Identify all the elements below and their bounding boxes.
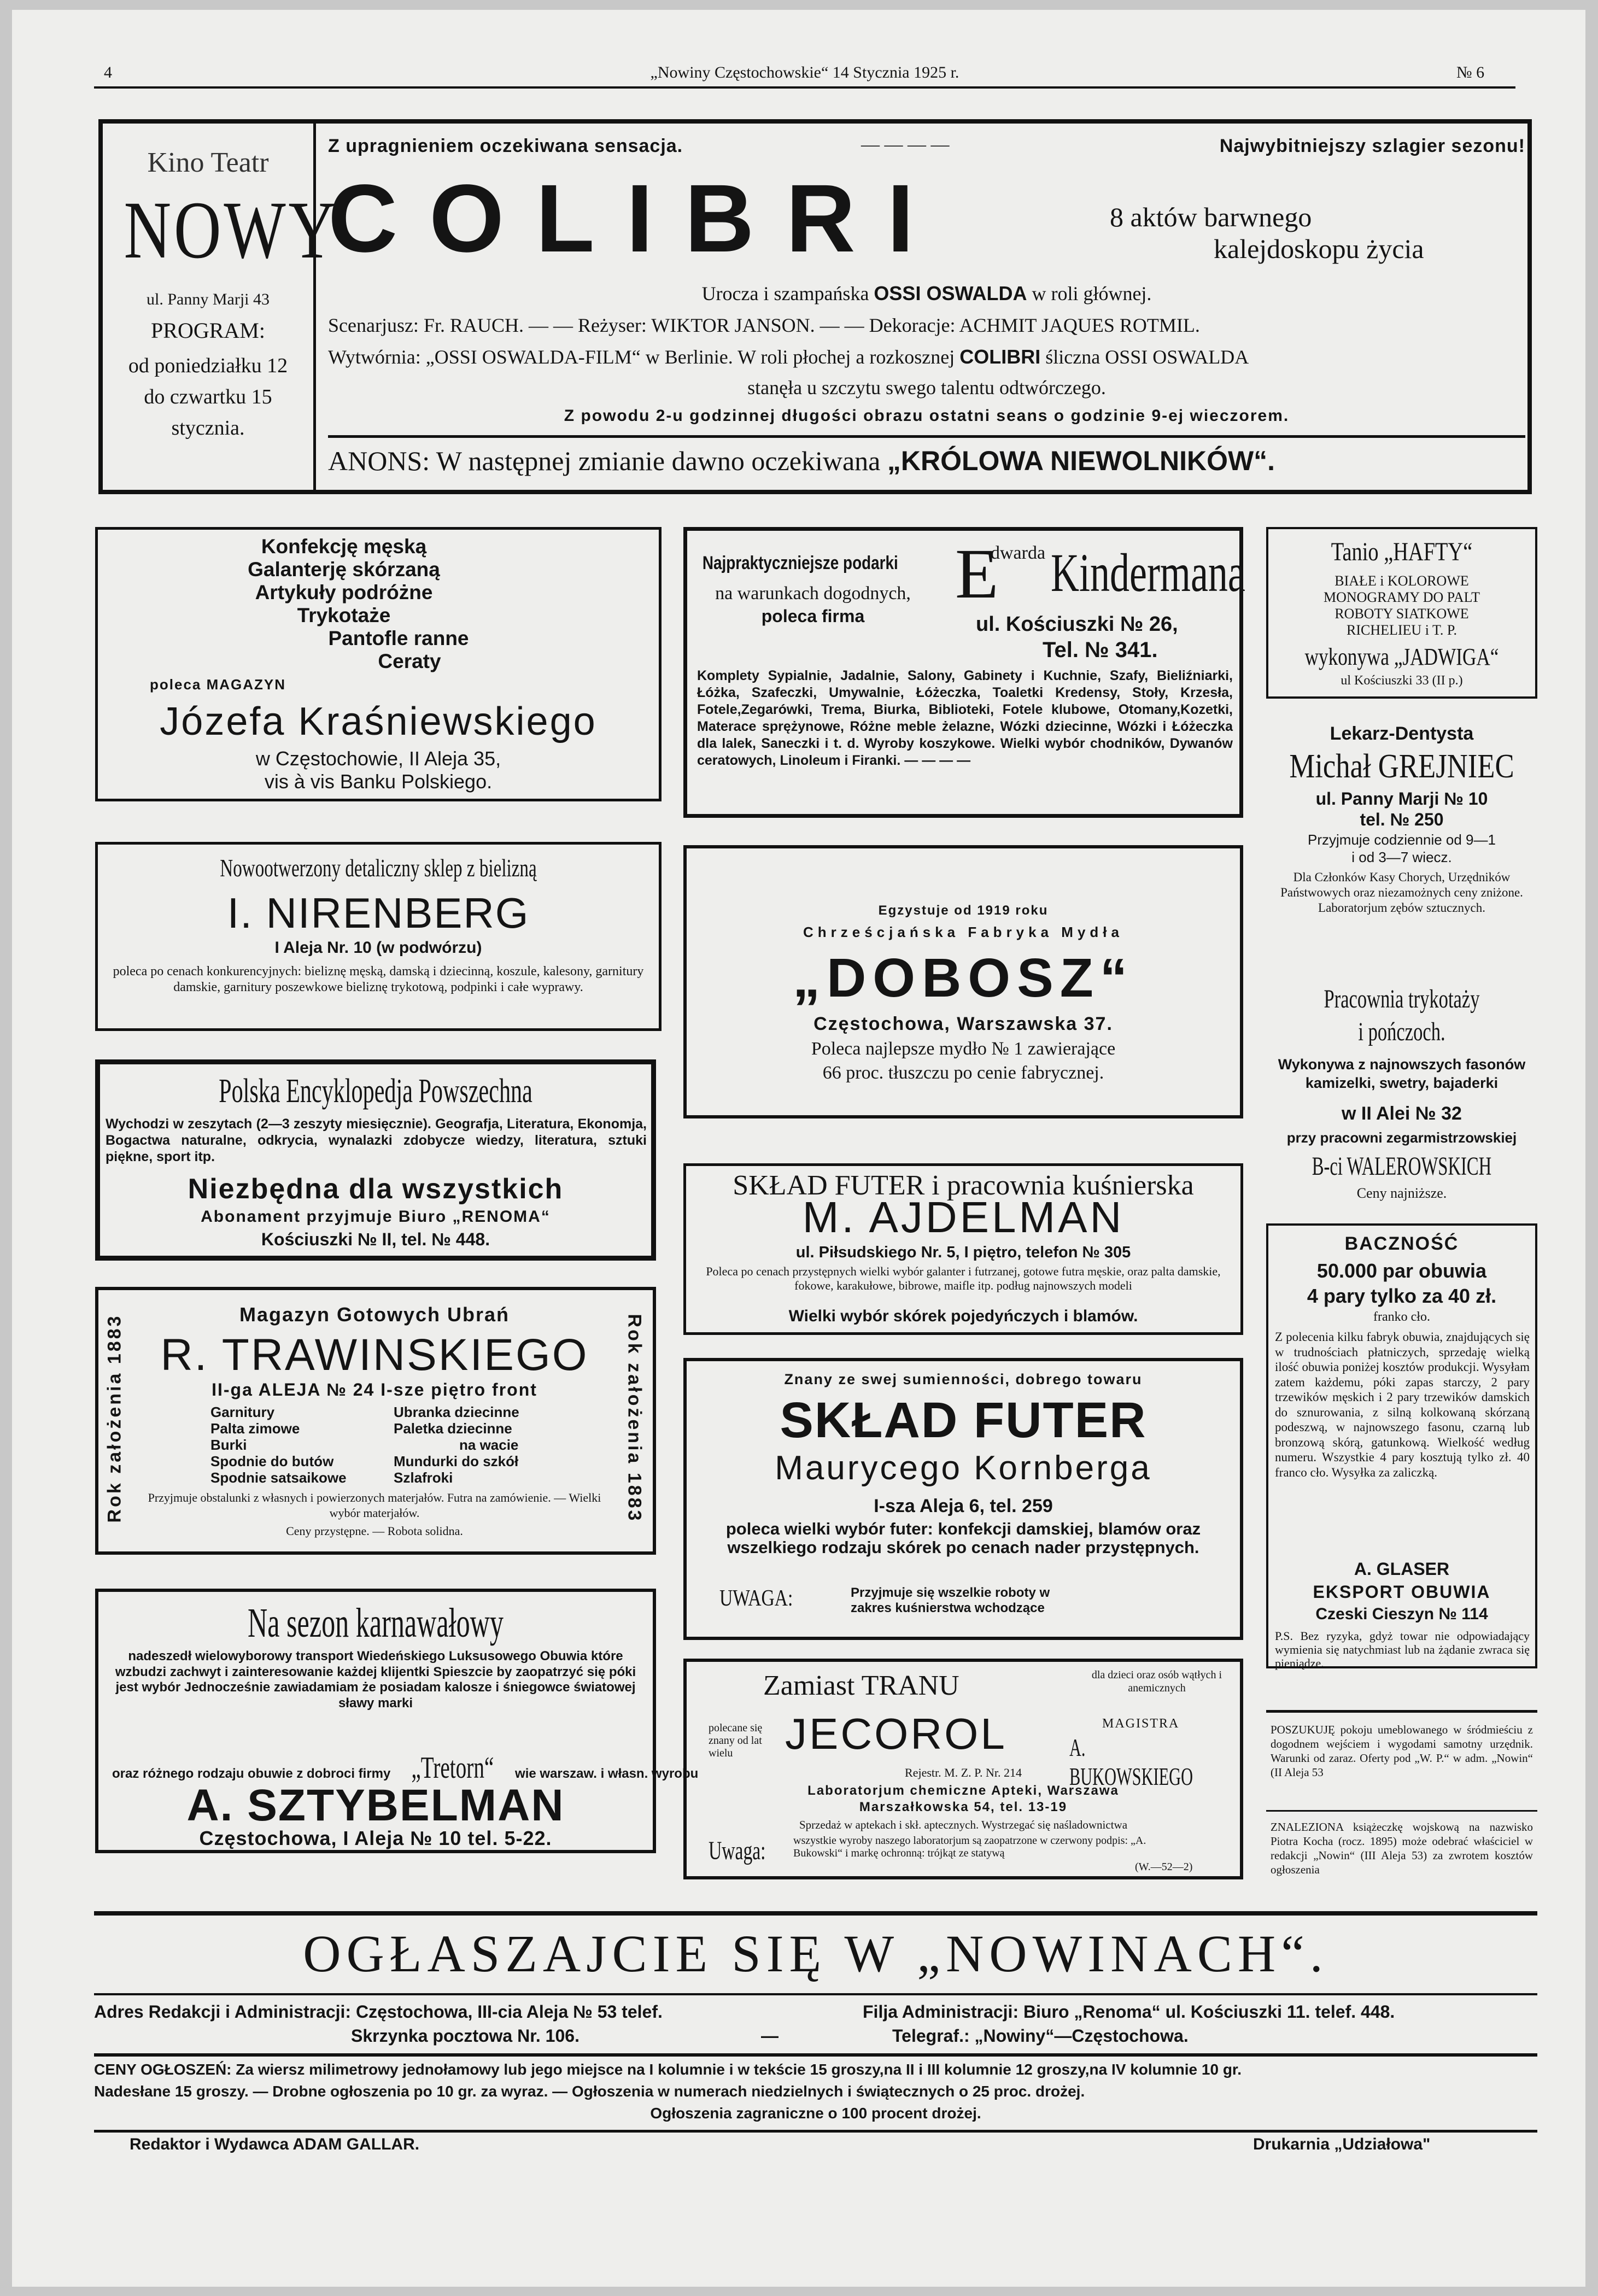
jecorol-name: JECOROL xyxy=(785,1709,1007,1758)
footer-ceny-2: Nadesłane 15 groszy. — Drobne ogłoszenia po 10 gr. za wyraz. — Ogłoszenia w numerach niedzielnych i świątecznych o 25 proc. drożej. xyxy=(94,2083,1085,2100)
encyklopedja-title: Polska Encyklopedja Powszechna xyxy=(219,1073,532,1110)
small-ads xyxy=(1266,1710,1537,1917)
nirenberg-ad xyxy=(95,842,662,1031)
dobosz-factory: Chrześcjańska Fabryka Mydła xyxy=(803,924,1123,940)
kino-studio-line-2: stanęła u szczytu swego talentu odtwórczego. xyxy=(747,377,1106,399)
footer-top-rule xyxy=(94,1911,1537,1916)
kino-teatr-label: Kino Teatr xyxy=(147,147,269,178)
karnawal-address: Częstochowa, I Aleja № 10 tel. 5-22. xyxy=(199,1827,552,1849)
kino-tagline-dashes: — — — — xyxy=(861,134,950,155)
kindermann-brand-initial: E xyxy=(955,535,999,613)
kino-credits: Scenarjusz: Fr. RAUCH. — — Reżyser: WIKTOR JANSON. — — Dekoracje: ACHMIT JAQUES ROTMIL. xyxy=(328,314,1200,336)
kino-anons: ANONS: W następnej zmianie dawno oczekiwana „KRÓLOWA NIEWOLNIKÓW“. xyxy=(328,446,1275,476)
footer-drukarnia: Drukarnia „Udziałowa" xyxy=(1253,2135,1431,2153)
dobosz-founded: Egzystuje od 1919 roku xyxy=(878,903,1049,918)
trawinski-item: Ubranka dziecinne xyxy=(394,1404,519,1420)
trykotaze-title-2: i pończoch. xyxy=(1358,1017,1445,1046)
krasniewski-line: Ceraty xyxy=(378,650,441,672)
encyklopedja-address: Kościuszki № II, tel. № 448. xyxy=(261,1229,490,1249)
small-ad-poszukuje: POSZUKUJĘ pokoju umeblowanego w śródmieściu z dogodnem wejściem i wygodami samotny urzędnik. Warunki od zaraz. Oferty pod „W. P.“ w adm. „Nowin“ (II Aleja 53 xyxy=(1271,1723,1533,1779)
kornberg-lead: Znany ze swej sumienności, dobrego towaru xyxy=(784,1371,1143,1387)
jecorol-polecane: polecane się znany od lat wielu xyxy=(709,1722,763,1759)
kornberg-uwaga-label: UWAGA: xyxy=(719,1586,793,1611)
header-rule xyxy=(94,86,1515,89)
footer-skrzynka: Skrzynka pocztowa Nr. 106. xyxy=(351,2026,580,2046)
obuwie-export: EKSPORT OBUWIA xyxy=(1313,1582,1491,1602)
nirenberg-body: poleca po cenach konkurencyjnych: bieliznę męską, damską i dziecinną, koszule, kalesony, garnitury damskie, garnitury poszewkowe bieliznę trykotową, podpinki i całe wyprawy. xyxy=(113,964,644,994)
obuwie-title: BACZNOŚĆ xyxy=(1344,1233,1459,1254)
nirenberg-address: I Aleja Nr. 10 (w podwórzu) xyxy=(274,939,482,957)
encyklopedja-body: Wychodzi w zeszytach (2—3 zeszyty miesięcznie). Geografja, Literatura, Ekonomja, Bogactwa naturalne, odkrycia, wynalazki zdobycze wiedzy, literatura, sztuki piękne, sport itp. xyxy=(106,1116,647,1164)
kornberg-address: I-sza Aleja 6, tel. 259 xyxy=(874,1496,1053,1516)
kino-star-line: Urocza i szampańska OSSI OSWALDA w roli głównej. xyxy=(701,282,1152,304)
footer-rule-3 xyxy=(94,2053,1537,2057)
dentysta-phone: tel. № 250 xyxy=(1360,810,1444,829)
kino-film-title: COLIBRI xyxy=(328,165,946,272)
sztybelman-ad xyxy=(95,1589,699,1853)
dobosz-line-2: 66 proc. tłuszczu po cenie fabrycznej. xyxy=(822,1063,1104,1083)
small-ads-divider xyxy=(1266,1810,1537,1812)
trawinski-address: II-ga ALEJA № 24 I-sze piętro front xyxy=(212,1380,537,1399)
hafty-line-1: BIAŁE i KOLOROWE xyxy=(1334,573,1469,589)
ajdelman-title: SKŁAD FUTER i pracownia kuśnierska xyxy=(733,1170,1194,1201)
footer-adres-right: Filja Administracji: Biuro „Renoma“ ul. Kościuszki 11. telef. 448. xyxy=(863,2002,1395,2022)
trawinski-col-right xyxy=(394,1404,519,1486)
jecorol-lab: Laboratorjum chemiczne Apteki, Warszawa xyxy=(807,1783,1119,1798)
footer-ceny-1: Za wiersz milimetrowy jednołamowy lub jego miejsce na I kolumnie i w tekście 15 groszy,na II i III kolumnie 12 groszy,na IV kolumnie 10 gr. xyxy=(236,2061,1242,2078)
krasniewski-line: Galanterję skórzaną xyxy=(248,558,440,581)
nirenberg-name: I. NIRENBERG xyxy=(227,889,530,937)
kino-tagline-left: Z upragnieniem oczekiwana sensacja. xyxy=(328,136,683,156)
ajdelman-bottom: Wielki wybór skórek pojedyńczych i blamów. xyxy=(788,1307,1138,1325)
small-ad-znaleziona: ZNALEZIONA książeczkę wojskową na nazwisko Piotra Kocha (rocz. 1895) może odebrać właściciel w redakcji „Nowin“ (III Aleja 53) za zwrotem kosztów ogłoszenia xyxy=(1271,1820,1533,1876)
newspaper-page xyxy=(12,10,1585,2287)
trykotaze-sub: przy pracowni zegarmistrzowskiej xyxy=(1286,1129,1517,1146)
jecorol-ad xyxy=(683,1659,1243,1879)
krasniewski-address-1: w Częstochowie, II Aleja 35, xyxy=(255,747,501,770)
karnawal-name: A. SZTYBELMAN xyxy=(186,1780,565,1830)
footer-rule-4 xyxy=(94,2130,1537,2133)
trawinski-item: Szlafroki xyxy=(394,1469,453,1486)
trawinski-item: Palta zimowe xyxy=(210,1420,300,1437)
jecorol-zamiast: Zamiast TRANU xyxy=(763,1670,959,1701)
trawinski-ad xyxy=(95,1287,656,1555)
obuwie-ad xyxy=(1266,1223,1537,1668)
kornberg-body: poleca wielki wybór futer: konfekcji damskiej, blamów oraz wszelkiego rodzaju skórek po cenach nader przystępnych. xyxy=(725,1519,1201,1557)
trawinski-item: Spodnie do butów xyxy=(210,1453,334,1469)
footer-dash: — xyxy=(761,2026,778,2046)
obuwie-franko: franko cło. xyxy=(1373,1310,1430,1324)
encyklopedja-slogan: Niezbędna dla wszystkich xyxy=(188,1173,564,1205)
ajdelman-body: Poleca po cenach przystępnych wielki wybór galanter i futrzanej, gotowe futra męskie, oraz palta damskie, fokowe, karakułowe, bibrowe, maifle itp. podług najnowszych modeli xyxy=(706,1264,1221,1292)
dentysta-title: Lekarz-Dentysta xyxy=(1330,723,1474,744)
krasniewski-name: Józefa Kraśniewskiego xyxy=(160,700,597,743)
dobosz-city: Częstochowa, Warszawska 37. xyxy=(813,1014,1113,1034)
kino-main xyxy=(328,136,1525,485)
nirenberg-lead: Nowootwerzony detaliczny sklep z bielizną xyxy=(220,854,537,882)
obuwie-body: Z polecenia kilku fabryk obuwia, znajdujących się w trudnościach płatniczych, sprzedaję wielką ilość obuwia poniżej kosztów produkcji. Wysyłam zatem każdemu, póki zapas starczy, 2 pary trzewików męskich i 2 pary trzewików damskich do sznurowania, z silną kolkowaną skórzaną podeszwą, w najnowszego fasonu, czarną lub bronzową skórą, gatunkową. Wielkość według numeru. Wszystkie 4 pary kosztują tylko zł. 40 franco cło. Wysyłka za zaliczką. xyxy=(1275,1330,1530,1479)
kindermann-address: ul. Kościuszki № 26, xyxy=(976,613,1178,636)
trawinski-item: Paletka dziecinne xyxy=(394,1420,512,1437)
hafty-wykonywa: wykonywa „JADWIGA“ xyxy=(1304,643,1499,670)
kino-subtitle-2: kalejdoskopu życia xyxy=(1214,233,1424,264)
trawinski-side-right: Rok założenia 1883 xyxy=(624,1314,645,1523)
dobosz-ad xyxy=(683,845,1243,1118)
kornberg-ad xyxy=(683,1358,1243,1640)
krasniewski-line: Pantofle ranne xyxy=(328,627,469,649)
kornberg-name: Maurycego Kornberga xyxy=(775,1449,1152,1487)
dentysta-hours-1: Przyjmuje codziennie od 9—1 xyxy=(1308,831,1496,848)
footer-rule-2 xyxy=(94,1993,1537,1995)
trawinski-lead: Magazyn Gotowych Ubrań xyxy=(239,1303,510,1326)
footer-ceny-line-1 xyxy=(94,2061,1537,2078)
trawinski-item: Spodnie satsaikowe xyxy=(210,1469,347,1486)
karnawal-body: nadeszedł wielowyborowy transport Wiedeńskiego Luksusowego Obuwia które wzbudzi zachwyt i zainteresowanie każdej klijentki Spieszcie by zaopatrzyć się póki jest wybór Jednocześnie zawiadamiam że posiadam kalosze i śniegowce światowej sławy marki xyxy=(115,1649,636,1711)
dobosz-line-1: Poleca najlepsze mydło № 1 zawierające xyxy=(811,1039,1116,1059)
hafty-line-3: ROBOTY SIATKOWE xyxy=(1334,606,1469,622)
obuwie-offer: 4 pary tylko za 40 zł. xyxy=(1307,1285,1497,1307)
trawinski-side-left: Rok założenia 1883 xyxy=(104,1314,125,1523)
kino-notice: Z powodu 2-u godzinnej długości obrazu ostatni seans o godzinie 9-ej wieczorem. xyxy=(564,407,1290,425)
krasniewski-address-2: vis à vis Banku Polskiego. xyxy=(264,770,493,793)
krasniewski-products xyxy=(98,535,590,673)
krasniewski-line: Konfekcję męską xyxy=(261,535,427,558)
kino-notice-rule xyxy=(328,435,1525,438)
dobosz-name: „DOBOSZ“ xyxy=(793,947,1134,1009)
trykotaze-address: w II Alei № 32 xyxy=(1342,1103,1462,1124)
kino-dates: od poniedziałku 12 do czwartku 15 stycznia. xyxy=(128,354,288,440)
jecorol-uwaga-label: Uwaga: xyxy=(709,1836,766,1865)
encyklopedja-ad xyxy=(95,1059,656,1261)
kino-sidebar xyxy=(103,124,338,490)
trykotaze-ad xyxy=(1266,973,1537,1208)
hafty-ad xyxy=(1266,527,1537,699)
karnawal-title: Na sezon karnawałowy xyxy=(248,1600,504,1646)
footer-telegraf: Telegraf.: „Nowiny“—Częstochowa. xyxy=(892,2026,1189,2046)
trykotaze-prices: Ceny najniższe. xyxy=(1356,1185,1447,1201)
footer-ceny-3: Ogłoszenia zagraniczne o 100 procent drożej. xyxy=(650,2105,981,2122)
dentysta-ad xyxy=(1266,723,1537,936)
trykotaze-title-1: Pracownia trykotaży xyxy=(1324,985,1480,1014)
kornberg-uwaga-text: Przyjmuje się wszelkie roboty w zakres kuśnierstwa wchodzące xyxy=(851,1585,1050,1615)
kindermann-brand-superscript: dwarda xyxy=(991,543,1046,563)
kindermann-lead-3: poleca firma xyxy=(761,606,865,626)
obuwie-pairs: 50.000 par obuwia xyxy=(1316,1260,1487,1282)
trawinski-item: Burki xyxy=(210,1437,247,1453)
hafty-title: Tanio „HAFTY“ xyxy=(1331,537,1473,566)
kino-address: ul. Panny Marji 43 xyxy=(147,290,270,308)
footer-adres-left: Adres Redakcji i Administracji: Częstochowa, III-cia Aleja № 53 telef. xyxy=(94,2002,663,2022)
obuwie-name: A. GLASER xyxy=(1354,1559,1450,1579)
footer-redaktor: Redaktor i Wydawca ADAM GALLAR. xyxy=(130,2135,420,2153)
kindermann-brand-name: Kindermana xyxy=(1051,542,1245,603)
dentysta-body: Dla Członków Kasy Chorych, Urzędników Państwowych oraz niezamożnych ceny zniżone. Laboratorjum zębów sztucznych. xyxy=(1280,870,1523,915)
kindermann-body: Komplety Sypialnie, Jadalnie, Salony, Gabinety i Kuchnie, Szafy, Bieliźniarki, Łóżka, Szafeczki, Umywalnie, Łóżeczka, Toaletki Kredensy, Stoły, Krzesła, Fotele,Zegarówki, Trema, Biurka, Biblioteki, Fotele klubowe, Otomany,Kozetki, Materace sprężynowe, Różne meble żelazne, Wózki dziecinne, Wózki i Łóżeczka dla lalek, Saneczki i t. d. Wyroby koszykowe. Wielki wybór chodników, Dywanów ceratowych, Linoleum i Firanki. — — — — xyxy=(697,668,1233,768)
trawinski-item: Mundurki do szkół xyxy=(394,1453,519,1469)
hafty-line-4: RICHELIEU i T. P. xyxy=(1347,622,1457,638)
trawinski-body: Przyjmuje obstalunki z własnych i powierzonych materjałów. Futra na zamówienie. — Wielki wybór materjałów. xyxy=(148,1491,601,1520)
jecorol-uwaga-code: (W.—52—2) xyxy=(1135,1861,1193,1873)
trawinski-item: na wacie xyxy=(459,1437,519,1453)
obuwie-address: Czeski Cieszyn № 114 xyxy=(1315,1605,1488,1623)
dentysta-address: ul. Panny Marji № 10 xyxy=(1315,789,1488,809)
hafty-address: ul Kościuszki 33 (II p.) xyxy=(1341,673,1463,688)
trykotaze-name: B-ci WALEROWSKICH xyxy=(1312,1152,1492,1181)
ajdelman-address: ul. Piłsudskiego Nr. 5, I piętro, telefon № 305 xyxy=(795,1244,1131,1261)
footer-ceny-label: CENY OGŁOSZEŃ: xyxy=(94,2061,232,2078)
issue-number: № 6 xyxy=(1456,63,1485,81)
encyklopedja-abonament: Abonament przyjmuje Biuro „RENOMA“ xyxy=(201,1208,551,1226)
jecorol-magistra-1: MAGISTRA xyxy=(1102,1717,1180,1731)
trawinski-name: R. TRAWINSKIEGO xyxy=(160,1330,589,1380)
kino-ad xyxy=(98,119,1532,494)
footer-slogan: OGŁASZAJCIE SIĘ W „NOWINACH“. xyxy=(303,1924,1328,1983)
karnawal-tretorn-line: oraz różnego rodzaju obuwie z dobroci firmy „Tretorn“ wie warszaw. i własn. wyrobu xyxy=(112,1751,699,1785)
trawinski-item: Garnitury xyxy=(210,1404,275,1420)
kindermann-ad xyxy=(683,527,1243,818)
jecorol-magistra-2: A. BUKOWSKIEGO xyxy=(1069,1733,1193,1790)
trykotaze-body: Wykonywa z najnowszych fasonów kamizelki, swetry, bajaderki xyxy=(1278,1056,1526,1091)
trawinski-col-left xyxy=(210,1404,347,1486)
kino-program-label: PROGRAM: xyxy=(151,318,265,343)
masthead: „Nowiny Częstochowskie“ 14 Stycznia 1925 r. xyxy=(650,63,959,81)
krasniewski-ad xyxy=(95,527,662,801)
jecorol-registry: Rejestr. M. Z. P. Nr. 214 xyxy=(905,1766,1022,1779)
kino-nowy-name: NOWY xyxy=(124,185,338,276)
krasniewski-poleca: poleca MAGAZYN xyxy=(150,676,286,693)
dentysta-name: Michał GREJNIEC xyxy=(1289,748,1514,785)
jecorol-sales: Sprzedaż w aptekach i skł. aptecznych. Wystrzegać się naśladownictwa xyxy=(799,1818,1128,1831)
krasniewski-line: Artykuły podróżne xyxy=(255,581,433,604)
hafty-line-2: MONOGRAMY DO PALT xyxy=(1323,589,1480,605)
page-number: 4 xyxy=(104,63,112,81)
kino-subtitle-1: 8 aktów barwnego xyxy=(1110,202,1312,232)
jecorol-lab-address: Marszałkowska 54, tel. 13-19 xyxy=(859,1800,1068,1814)
dentysta-hours-2: i od 3—7 wiecz. xyxy=(1351,849,1452,865)
kino-tagline-right: Najwybitniejszy szlagier sezonu! xyxy=(1219,136,1525,156)
kindermann-lead-2: na warunkach dogodnych, xyxy=(715,583,911,604)
ajdelman-ad xyxy=(683,1163,1243,1335)
kindermann-lead-1: Najpraktyczniejsze podarki xyxy=(702,553,898,573)
obuwie-ps: P.S. Bez ryzyka, gdyż towar nie odpowiadający wymienia się natychmiast lub na żądanie zwraca się pieniądze. xyxy=(1275,1629,1530,1670)
trawinski-bottom: Ceny przystępne. — Robota solidna. xyxy=(286,1524,463,1538)
kino-studio-line: Wytwórnia: „OSSI OSWALDA-FILM“ w Berlinie. W roli płochej a rozkosznej COLIBRI śliczna OSSI OSWALDA xyxy=(328,345,1249,368)
ajdelman-name: M. AJDELMAN xyxy=(802,1193,1125,1241)
kindermann-phone: Tel. № 341. xyxy=(1043,638,1158,662)
jecorol-tran-note: dla dzieci oraz osób wątłych i anemicznych xyxy=(1091,1669,1222,1694)
jecorol-uwaga-text: wszystkie wyroby naszego laboratorjum są zaopatrzone w czerwony podpis: „A. Bukowski“ i markę ochronną: trójkąt ze statywą xyxy=(793,1835,1146,1859)
kornberg-title: SKŁAD FUTER xyxy=(780,1392,1147,1448)
krasniewski-line: Trykotaże xyxy=(297,604,391,626)
